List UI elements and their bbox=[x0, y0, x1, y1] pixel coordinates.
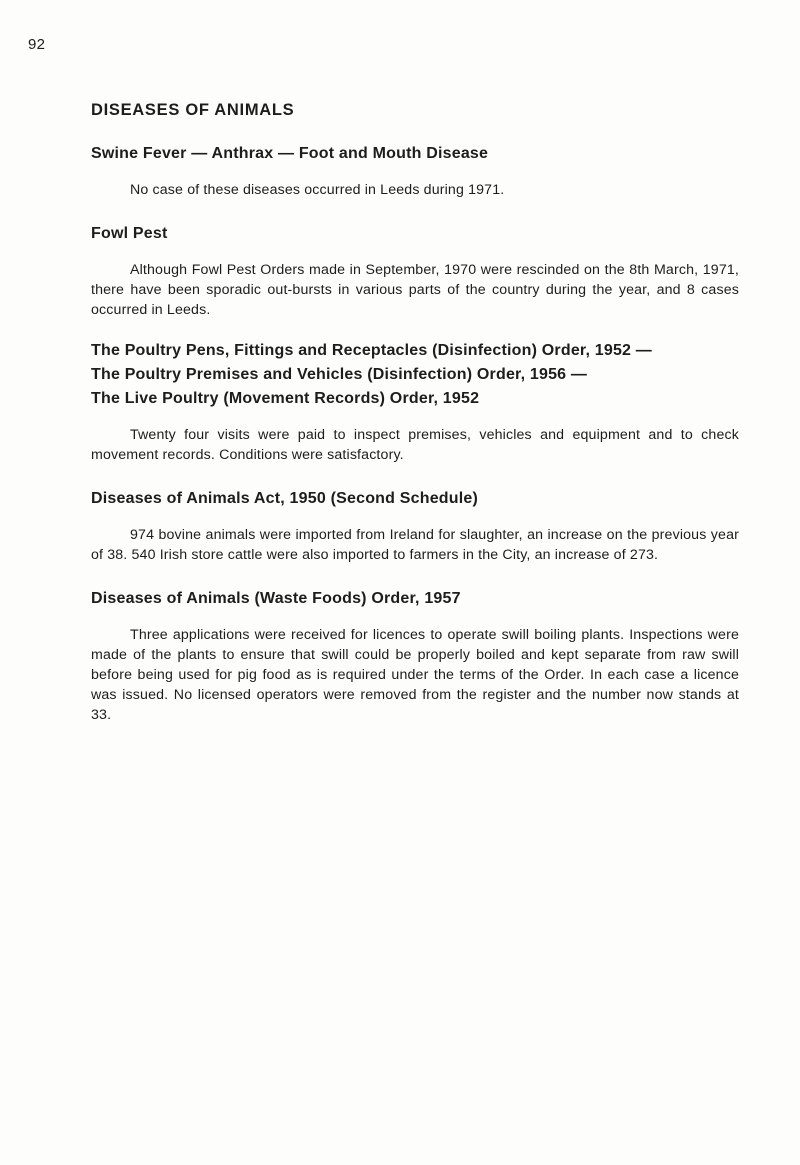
section-heading: Fowl Pest bbox=[91, 225, 168, 242]
section-heading: Swine Fever — Anthrax — Foot and Mouth Disease bbox=[91, 145, 489, 162]
section-waste-foods-order bbox=[91, 587, 739, 725]
section-paragraph: Twenty four visits were paid to inspect premises, vehicles and equipment and to check movement records. Conditions were satisfactory. bbox=[91, 427, 739, 463]
section-diseases-act bbox=[91, 487, 739, 565]
section-heading bbox=[91, 339, 739, 411]
section-swine-fever bbox=[91, 142, 739, 200]
heading-line: The Poultry Premises and Vehicles (Disinfection) Order, 1956 — bbox=[91, 366, 588, 383]
heading-line: The Live Poultry (Movement Records) Order, 1952 bbox=[91, 390, 480, 407]
document-title: DISEASES OF ANIMALS bbox=[91, 101, 295, 119]
section-paragraph: Although Fowl Pest Orders made in September, 1970 were rescinded on the 8th March, 1971, there have been sporadic out-bursts in various parts of the country during the year, and 8 cases occurred in Leeds. bbox=[91, 262, 739, 318]
page-number: 92 bbox=[28, 36, 46, 53]
section-paragraph: 974 bovine animals were imported from Ireland for slaughter, an increase on the previous year of 38. 540 Irish store cattle were also imported to farmers in the City, an increase of 273. bbox=[91, 527, 739, 563]
section-poultry-orders bbox=[91, 339, 739, 465]
section-heading: Diseases of Animals (Waste Foods) Order, 1957 bbox=[91, 590, 461, 607]
section-fowl-pest bbox=[91, 222, 739, 320]
section-heading: Diseases of Animals Act, 1950 (Second Schedule) bbox=[91, 490, 479, 507]
document-content bbox=[91, 98, 739, 725]
heading-line: The Poultry Pens, Fittings and Receptacles (Disinfection) Order, 1952 — bbox=[91, 342, 653, 359]
section-paragraph: No case of these diseases occurred in Leeds during 1971. bbox=[130, 182, 505, 198]
section-paragraph: Three applications were received for licences to operate swill boiling plants. Inspections were made of the plants to ensure that swill could be properly boiled and kept separate from raw swill before being used for pig food as is required under the terms of the Order. In each case a licence was issued. No licensed operators were removed from the register and the number now stands at 33. bbox=[91, 627, 739, 723]
